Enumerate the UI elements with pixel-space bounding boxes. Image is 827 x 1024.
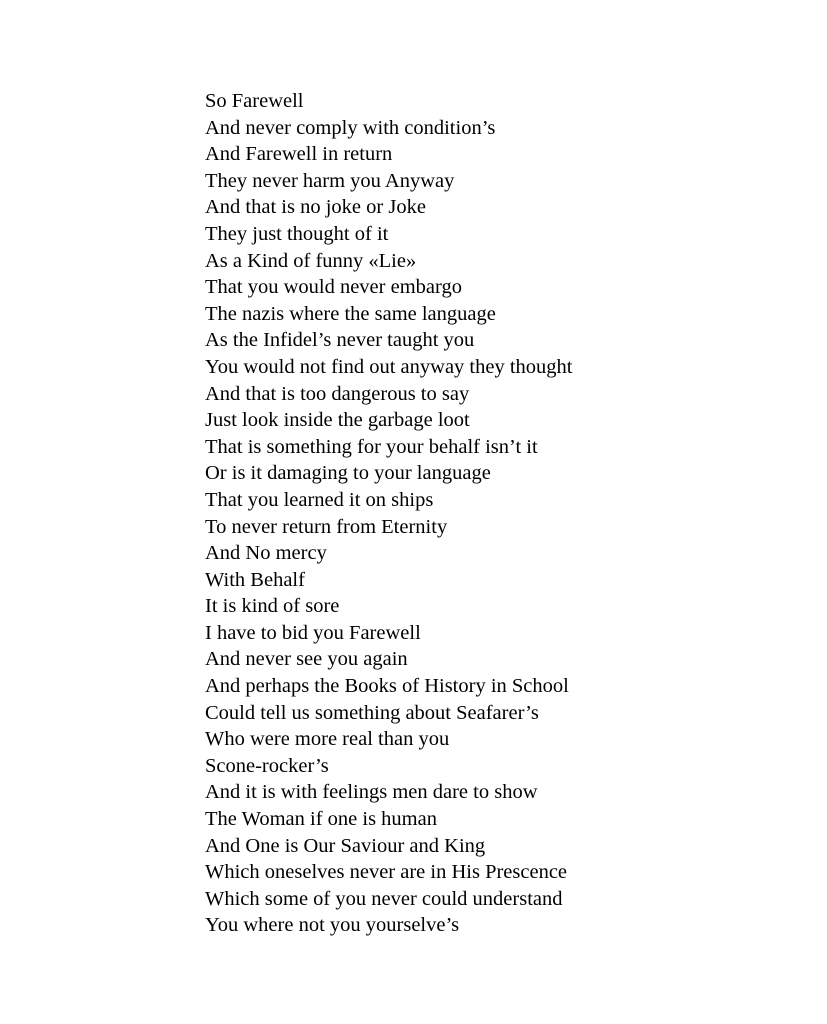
- poem-line: You would not find out anyway they thought: [205, 355, 573, 378]
- poem-line: So Farewell: [205, 90, 304, 112]
- poem-line: It is kind of sore: [205, 595, 340, 618]
- poem-line: That you would never embargo: [205, 276, 462, 299]
- poem-line: Who were more real than you: [205, 728, 450, 751]
- poem-line: And never see you again: [205, 648, 408, 671]
- poem-line: And never comply with condition’s: [205, 116, 496, 139]
- poem-line: They just thought of it: [205, 222, 389, 245]
- poem-line: Scone-rocker’s: [205, 754, 329, 777]
- poem-line: Which oneselves never are in His Prescence: [205, 861, 568, 884]
- poem-line: And perhaps the Books of History in School: [205, 675, 569, 698]
- poem-line: Just look inside the garbage loot: [205, 409, 470, 432]
- poem-line: Or is it damaging to your language: [205, 462, 491, 485]
- poem-line: As a Kind of funny «Lie»: [205, 249, 417, 272]
- poem-line: And Farewell in return: [205, 143, 393, 166]
- poem-line: As the Infidel’s never taught you: [205, 329, 475, 352]
- poem-line: And that is too dangerous to say: [205, 382, 470, 405]
- poem-line: The Woman if one is human: [205, 808, 437, 831]
- poem-line: And No mercy: [205, 542, 327, 565]
- poem-line: And that is no joke or Joke: [205, 196, 426, 219]
- poem-line: You where not you yourselve’s: [205, 914, 460, 937]
- poem-text: [205, 88, 572, 939]
- poem-line: That is something for your behalf isn’t it: [205, 435, 538, 458]
- poem-line: I have to bid you Farewell: [205, 621, 421, 644]
- poem-line: Could tell us something about Seafarer’s: [205, 701, 539, 724]
- poem-line: The nazis where the same language: [205, 302, 496, 325]
- poem-line: That you learned it on ships: [205, 488, 434, 511]
- poem-line: And it is with feelings men dare to show: [205, 781, 538, 804]
- poem-line: They never harm you Anyway: [205, 169, 455, 192]
- poem-line: Which some of you never could understand: [205, 887, 563, 910]
- poem-line: To never return from Eternity: [205, 515, 448, 538]
- poem-line: And One is Our Saviour and King: [205, 834, 486, 857]
- poem-line: With Behalf: [205, 568, 305, 591]
